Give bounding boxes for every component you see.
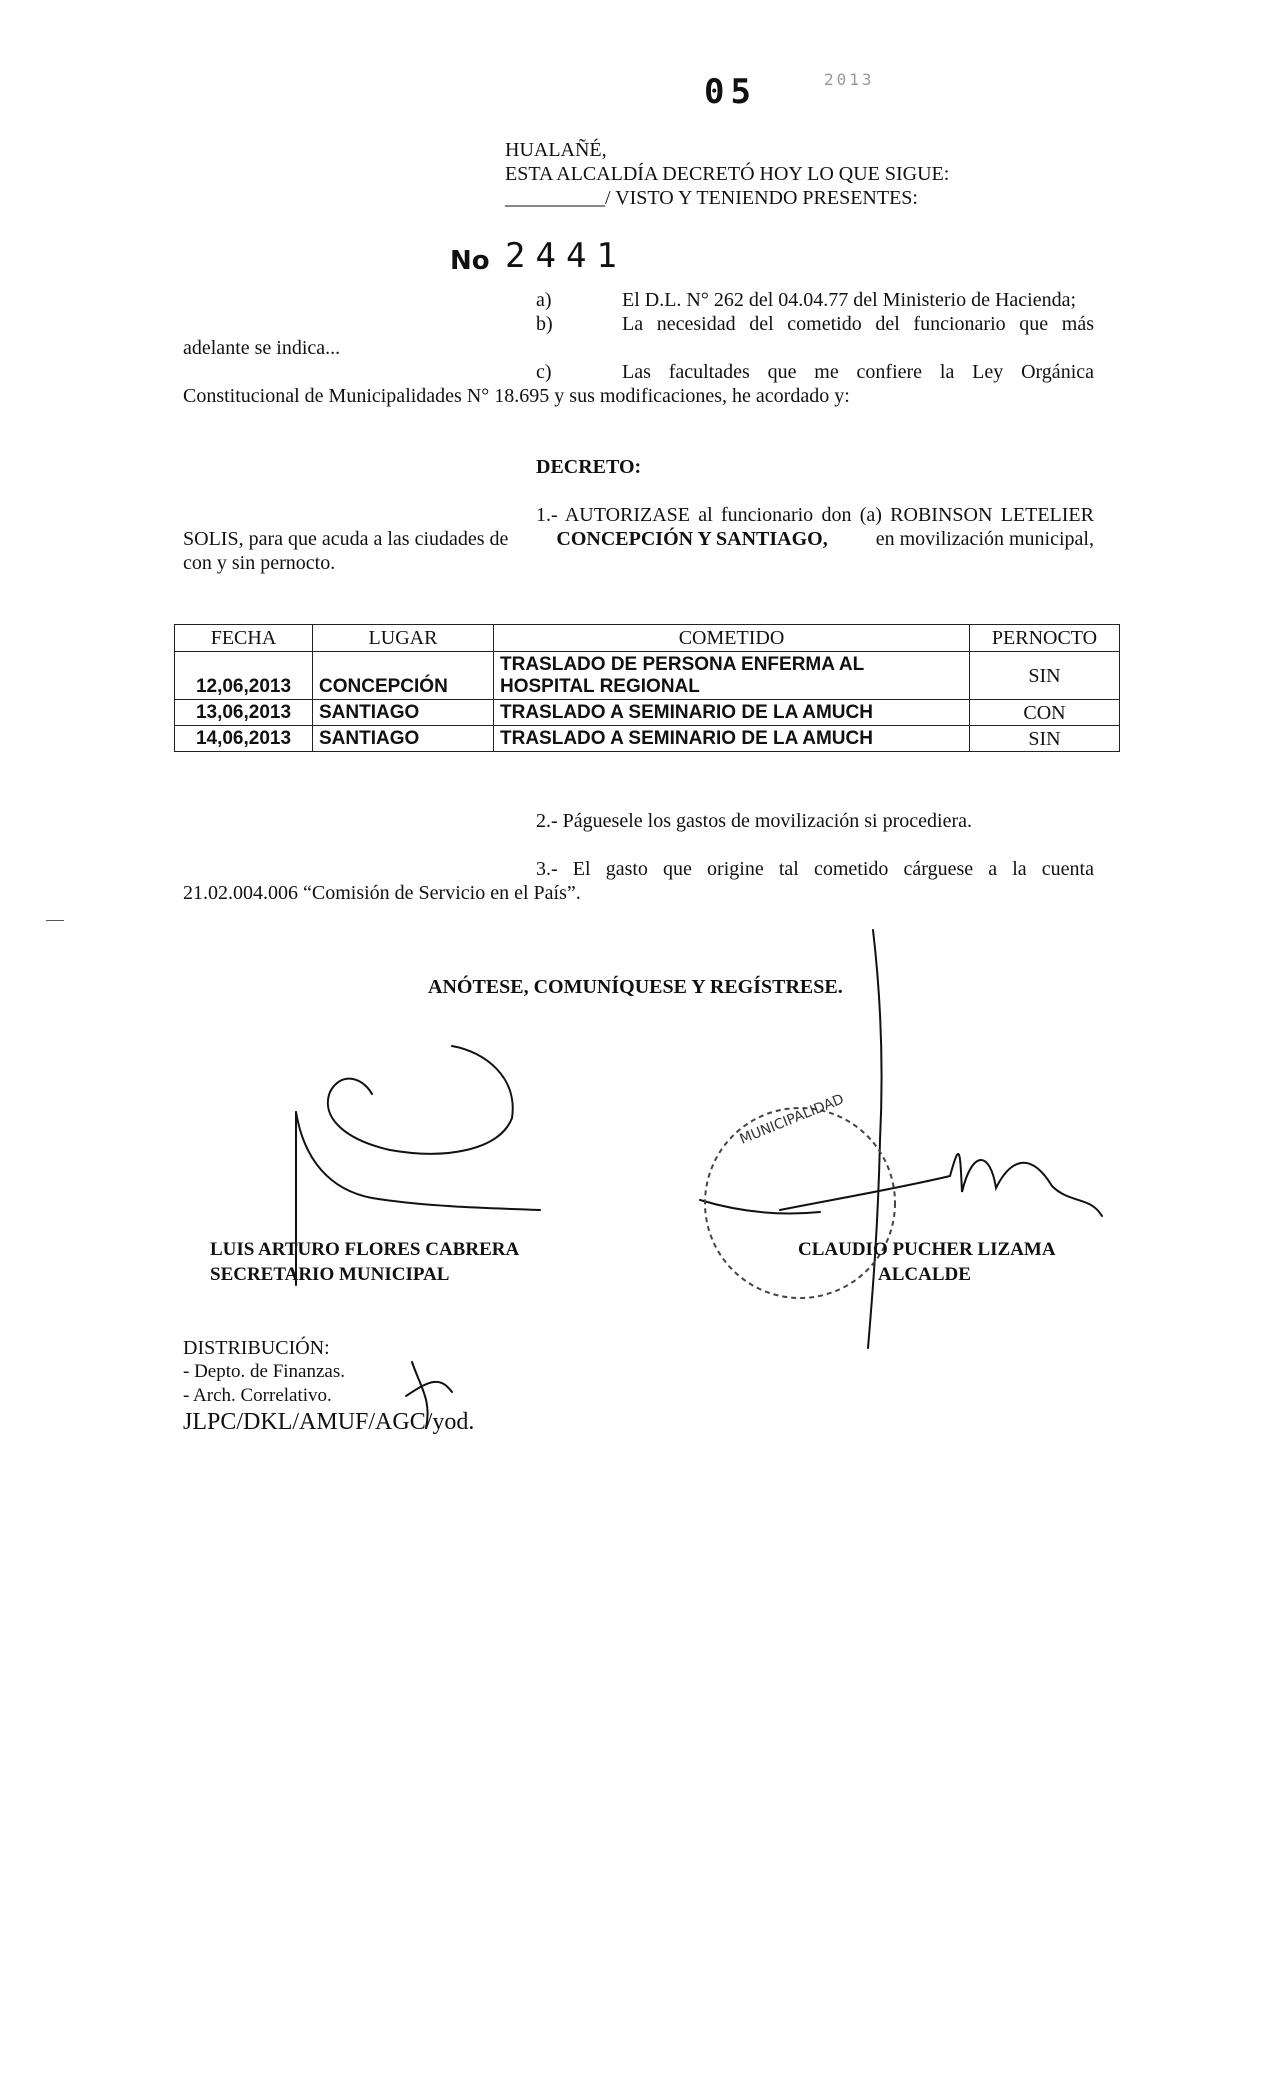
decree-number-value: 2441 xyxy=(505,236,627,276)
header-city: HUALAÑÉ, xyxy=(505,139,607,161)
header-fecha: FECHA xyxy=(175,625,313,652)
stamp-number: 05 xyxy=(704,72,757,112)
cell-cometido: TRASLADO A SEMINARIO DE LA AMUCH xyxy=(494,726,970,752)
cell-pernocto: SIN xyxy=(970,726,1120,752)
article1-line2 xyxy=(183,527,1094,551)
cell-pernocto: SIN xyxy=(970,652,1120,700)
header-pernocto: PERNOCTO xyxy=(970,625,1120,652)
article3-line1: 3.- El gasto que origine tal cometido cárguese a la cuenta xyxy=(536,858,1094,880)
cell-cometido-line2: HOSPITAL REGIONAL xyxy=(500,675,700,697)
article1-line1: 1.- AUTORIZASE al funcionario don (a) ROBINSON LETELIER xyxy=(536,504,1094,526)
consideration-letter-c: c) xyxy=(536,361,552,383)
article3-line2: 21.02.004.006 “Comisión de Servicio en el País”. xyxy=(183,882,581,904)
decree-number-label: No xyxy=(450,246,490,276)
article2: 2.- Páguesele los gastos de movilización si procediera. xyxy=(536,810,972,832)
article1-cities: CONCEPCIÓN Y SANTIAGO, xyxy=(556,528,828,550)
table-row xyxy=(175,726,1120,752)
header-lugar: LUGAR xyxy=(313,625,494,652)
cometido-table xyxy=(174,624,1120,752)
cell-lugar: SANTIAGO xyxy=(313,726,494,752)
consideration-cont-b: adelante se indica... xyxy=(183,337,341,359)
closing-formula: ANÓTESE, COMUNÍQUESE Y REGÍSTRESE. xyxy=(428,976,843,998)
margin-mark xyxy=(46,920,64,921)
left-signature-mark xyxy=(328,1046,513,1154)
header-line2: __________/ VISTO Y TENIENDO PRESENTES: xyxy=(505,187,918,209)
cell-cometido xyxy=(494,652,970,700)
article1-line3: con y sin pernocto. xyxy=(183,552,336,574)
cell-lugar: CONCEPCIÓN xyxy=(313,652,494,700)
consideration-text-c: Las facultades que me confiere la Ley Orgánica xyxy=(622,361,1094,383)
table-row xyxy=(175,652,1120,700)
cell-lugar: SANTIAGO xyxy=(313,700,494,726)
consideration-text-b: La necesidad del cometido del funcionario que más xyxy=(622,313,1094,335)
header-cometido: COMETIDO xyxy=(494,625,970,652)
distribution-item: - Depto. de Finanzas. xyxy=(183,1361,345,1382)
consideration-cont-c: Constitucional de Municipalidades N° 18.695 y sus modificaciones, he acordado y: xyxy=(183,385,850,407)
article1-line2-c: en movilización municipal, xyxy=(875,528,1094,550)
table-header-row xyxy=(175,625,1120,652)
cell-fecha: 13,06,2013 xyxy=(175,700,313,726)
cell-pernocto: CON xyxy=(970,700,1120,726)
consideration-letter-a: a) xyxy=(536,289,552,311)
right-signature-flourish xyxy=(700,1200,820,1214)
right-signature-loops xyxy=(780,1154,1102,1216)
cell-cometido: TRASLADO A SEMINARIO DE LA AMUCH xyxy=(494,700,970,726)
stamp-faint-text: 2013 xyxy=(824,70,875,89)
right-signer-name: CLAUDIO PUCHER LIZAMA xyxy=(798,1239,1056,1260)
cell-fecha: 14,06,2013 xyxy=(175,726,313,752)
decreto-title: DECRETO: xyxy=(536,456,642,478)
table-row xyxy=(175,700,1120,726)
distribution-initials: JLPC/DKL/AMUF/AGC/yod. xyxy=(183,1409,475,1435)
consideration-text-a: El D.L. N° 262 del 04.04.77 del Ministerio de Hacienda; xyxy=(622,289,1077,311)
left-signer-title: SECRETARIO MUNICIPAL xyxy=(210,1264,450,1285)
header-line1: ESTA ALCALDÍA DECRETÓ HOY LO QUE SIGUE: xyxy=(505,163,950,185)
left-signer-name: LUIS ARTURO FLORES CABRERA xyxy=(210,1239,520,1260)
right-signer-title: ALCALDE xyxy=(878,1264,971,1285)
cell-cometido-line1: TRASLADO DE PERSONA ENFERMA AL xyxy=(500,653,865,675)
seal-text: MUNICIPALIDAD xyxy=(737,1091,847,1148)
consideration-letter-b: b) xyxy=(536,313,553,335)
distribution-item: - Arch. Correlativo. xyxy=(183,1385,332,1406)
left-signature-stroke xyxy=(296,1112,540,1210)
distribution-title: DISTRIBUCIÓN: xyxy=(183,1337,330,1359)
cell-fecha: 12,06,2013 xyxy=(175,652,313,700)
article1-line2-a: SOLIS, para que acuda a las ciudades de xyxy=(183,528,509,550)
municipal-seal xyxy=(705,1108,895,1298)
